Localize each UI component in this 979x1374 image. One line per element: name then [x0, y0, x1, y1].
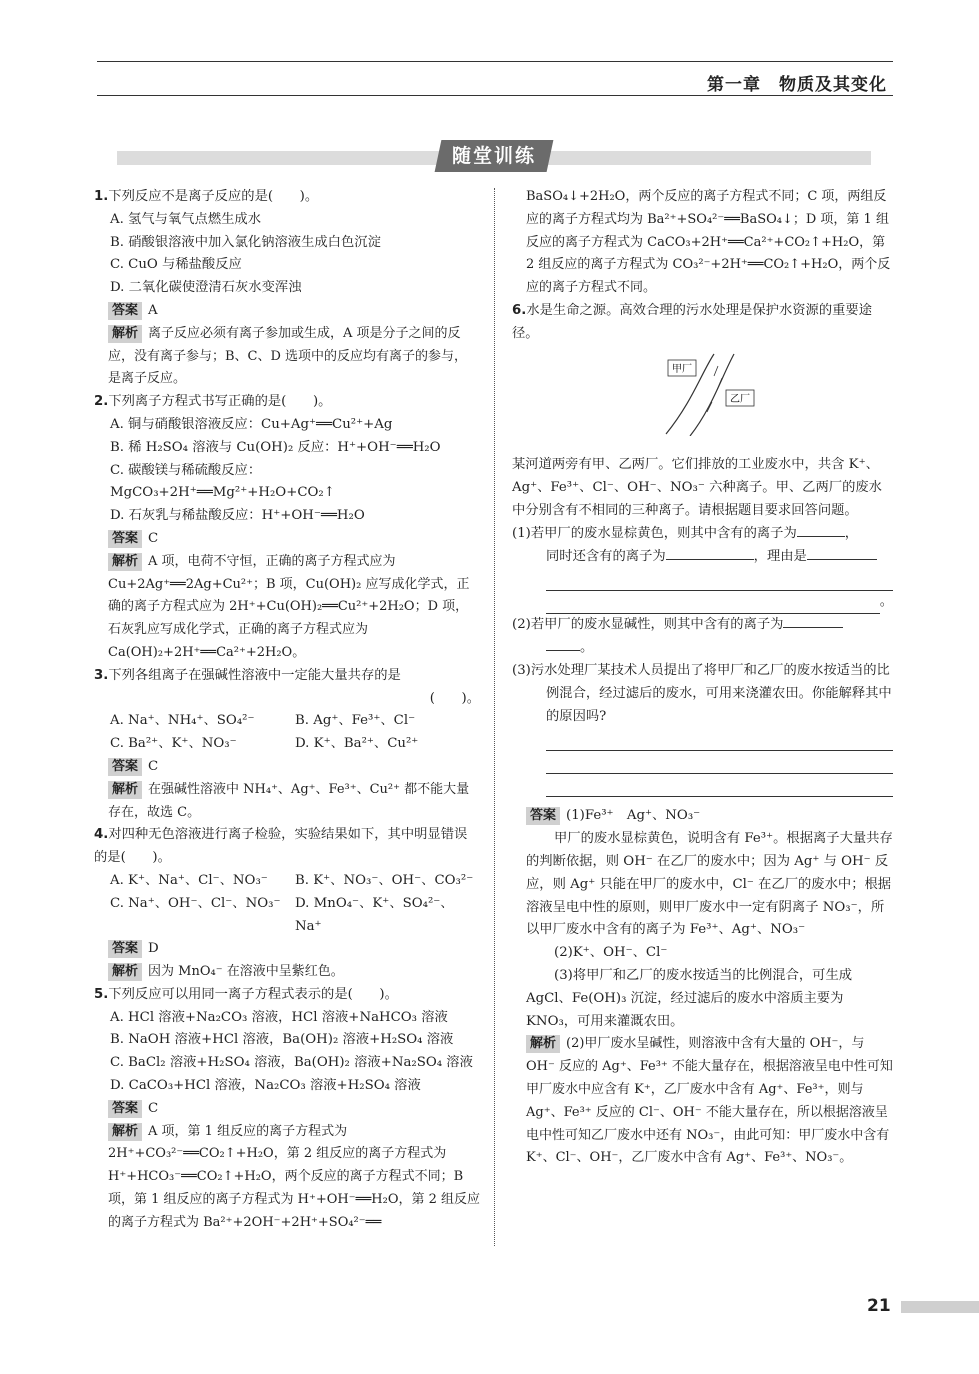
analysis-text: 在强碱性溶液中 NH₄⁺、Ag⁺、Fe³⁺、Cu²⁺ 都不能大量存在，故选 C。 — [108, 781, 470, 820]
option-b: B. Ag⁺、Fe³⁺、Cl⁻ — [295, 713, 416, 729]
sub-question-1: (1)若甲厂的废水显棕黄色，则其中含有的离子为 ， — [512, 525, 859, 541]
answer-2: (2)K⁺、OH⁻、Cl⁻ — [554, 945, 668, 961]
question-6 — [512, 300, 893, 346]
option-c: C. Na⁺、OH⁻、Cl⁻、NO₃⁻ — [110, 895, 281, 911]
answer-row — [512, 805, 893, 828]
header-rule — [97, 95, 893, 96]
question-description: 某河道两旁有甲、乙两厂。它们排放的工业废水中，共含 K⁺、Ag⁺、Fe³⁺、Cl⁻、OH⁻、NO₃⁻ 六种离子。甲、乙两厂的废水中分别含有不相同的三种离子。请根据题目要求回答问题。 — [512, 457, 882, 518]
chapter-title: 第一章 物质及其变化 — [707, 75, 887, 95]
top-rule — [97, 61, 893, 62]
question-number: 6. — [512, 302, 527, 318]
question-5 — [94, 984, 480, 1007]
question-number: 5. — [94, 986, 109, 1002]
answer-row — [94, 1098, 480, 1121]
analysis-row — [94, 323, 480, 391]
question-number: 3. — [94, 667, 109, 683]
options-row — [94, 893, 480, 939]
analysis-tag: 解析 — [108, 1123, 142, 1141]
sub-q-text: (1)若甲厂的废水显棕黄色，则其中含有的离子为 — [512, 525, 797, 541]
answer-tag: 答案 — [108, 1100, 142, 1118]
question-stem: 对四种无色溶液进行离子检验，实验结果如下，其中明显错误的是( )。 — [94, 827, 468, 866]
analysis-text: 因为 MnO₄⁻ 在溶液中呈紫红色。 — [148, 964, 344, 980]
answer-value: C — [148, 758, 159, 774]
question-3 — [94, 665, 480, 688]
answer-line[interactable] — [546, 751, 893, 774]
answer-value: D — [148, 941, 159, 957]
analysis-row — [94, 551, 480, 665]
sub-q-text: ，理由是 — [753, 548, 807, 564]
answer-line[interactable] — [546, 568, 893, 591]
option-b: B. 稀 H₂SO₄ 溶液与 Cu(OH)₂ 反应：H⁺+OH⁻══H₂O — [110, 439, 441, 455]
answer-tag: 答案 — [108, 758, 142, 776]
answer-row — [94, 756, 480, 779]
answer-tag: 答案 — [108, 302, 142, 320]
analysis-tag: 解析 — [108, 325, 142, 343]
question-number: 4. — [94, 827, 109, 843]
answer-row — [94, 528, 480, 551]
answer-row — [94, 938, 480, 961]
option-c: C. CuO 与稀盐酸反应 — [110, 257, 242, 273]
option-c: C. BaCl₂ 溶液+H₂SO₄ 溶液，Ba(OH)₂ 溶液+Na₂SO₄ 溶液 — [110, 1055, 473, 1071]
river-diagram — [662, 352, 758, 436]
page-number: 21 — [867, 1296, 891, 1316]
option-d: D. CaCO₃+HCl 溶液，Na₂CO₃ 溶液+H₂SO₄ 溶液 — [110, 1078, 421, 1094]
option-b: B. NaOH 溶液+HCl 溶液，Ba(OH)₂ 溶液+H₂SO₄ 溶液 — [110, 1032, 454, 1048]
section-title: 随堂训练 — [451, 145, 536, 167]
factory-a-label: 甲厂 — [672, 363, 692, 375]
answer-line-row — [512, 591, 893, 614]
analysis-row — [94, 1121, 480, 1235]
answer-blank[interactable] — [666, 559, 754, 560]
question-number: 1. — [94, 189, 109, 204]
option-d: D. MnO₄⁻、K⁺、SO₄²⁻、Na⁺ — [295, 895, 454, 934]
option-a: A. HCl 溶液+Na₂CO₃ 溶液，HCl 溶液+NaHCO₃ 溶液 — [110, 1009, 448, 1025]
answer-paren: ( )。 — [429, 690, 480, 706]
question-2 — [94, 391, 480, 414]
analysis-text: A 项，第 1 组反应的离子方程式为 2H⁺+CO₃²⁻══CO₂↑+H₂O，第 2 组反应的离子方程式为 H⁺+HCO₃⁻══CO₂↑+H₂O，两个反应的离子方程式不同；B 项，第 1 组反应的离子方程式为 H⁺+OH⁻══H₂O，第 2 组反应的离子方程式为 Ba²⁺+2OH⁻+2H⁺+SO₄²⁻══ — [108, 1123, 481, 1230]
option-d: D. K⁺、Ba²⁺、Cu²⁺ — [295, 736, 419, 752]
option-d: D. 石灰乳与稀盐酸反应：H⁺+OH⁻══H₂O — [110, 508, 365, 524]
section-banner — [435, 140, 554, 172]
sub-question-1-line2 — [512, 546, 893, 569]
analysis-row — [512, 1033, 893, 1170]
option-c: C. Ba²⁺、K⁺、NO₃⁻ — [110, 736, 237, 752]
question-1 — [94, 186, 480, 209]
options-row — [94, 870, 480, 893]
analysis-continued: BaSO₄↓+2H₂O，两个反应的离子方程式不同；C 项，两组反应的离子方程式均为 Ba²⁺+SO₄²⁻══BaSO₄↓；D 项，第 1 组反应的离子方程式为 CaCO₃+2H⁺══Ca²⁺+CO₂↑+H₂O，第 2 组反应的离子方程式为 CO₃²⁻+2H⁺══CO₂↑+H₂O，两个反应的离子方程式不同。 — [526, 189, 891, 296]
analysis-text: (2)甲厂废水呈碱性，则溶液中含有大量的 OH⁻，与 OH⁻ 反应的 Ag⁺、Fe³⁺ 不能大量存在，根据溶液呈电中性可知甲厂废水中应含有 K⁺，乙厂废水中含有 Ag⁺、Fe³⁺，则与 Ag⁺、Fe³⁺ 反应的 Cl⁻、OH⁻ 不能大量存在，所以根据溶液呈电中性可知乙厂废水中还有 NO₃⁻，由此可知：甲厂废水中含有 K⁺、Cl⁻、OH⁻，乙厂废水中含有 Ag⁺、Fe³⁺、NO₃⁻。 — [526, 1036, 893, 1166]
option-a: A. 氢气与氧气点燃生成水 — [110, 211, 262, 227]
period: 。 — [879, 594, 893, 610]
analysis-tag: 解析 — [108, 781, 142, 799]
sub-question-3: (3)污水处理厂某技术人员提出了将甲厂和乙厂的废水按适当的比例混合，经过滤后的废水，可用来浇灌农田。你能解释其中的原因吗? — [512, 662, 892, 724]
sub-question-2-line2 — [512, 637, 893, 660]
question-stem: 下列离子方程式书写正确的是( )。 — [108, 394, 332, 410]
analysis-row — [94, 779, 480, 825]
answer-explanation: 甲厂的废水显棕黄色，说明含有 Fe³⁺。根据离子大量共存的判断依据，则 OH⁻ 在乙厂的废水中；因为 Ag⁺ 与 OH⁻ 反应，则 Ag⁺ 只能在甲厂的废水中，Cl⁻ 在乙厂的废水中；根据溶液呈电中性的原则，则甲厂废水中一定有阴离子 NO₃⁻，所以甲厂废水中含有的离子为 Fe³⁺、Ag⁺、NO₃⁻ — [526, 831, 893, 938]
answer-3: (3)将甲厂和乙厂的废水按适当的比例混合，可生成 AgCl、Fe(OH)₃ 沉淀，经过滤后的废水中溶质主要为 KNO₃，可用来灌溉农田。 — [526, 967, 853, 1029]
answer-blank[interactable] — [546, 650, 580, 651]
option-a: A. Na⁺、NH₄⁺、SO₄²⁻ — [110, 713, 255, 729]
sub-q-text: 同时还含有的离子为 — [546, 548, 666, 564]
analysis-tag: 解析 — [108, 553, 142, 571]
analysis-tag: 解析 — [526, 1035, 560, 1053]
answer-value: C — [148, 1100, 159, 1116]
option-c: C. 碳酸镁与稀硫酸反应：MgCO₃+2H⁺══Mg²⁺+H₂O+CO₂↑ — [110, 462, 335, 501]
answer-tag: 答案 — [526, 807, 560, 825]
analysis-row — [94, 961, 480, 984]
analysis-text: 离子反应必须有离子参加或生成，A 项是分子之间的反应，没有离子参与；B、C、D 选项中的反应均有离子的参与，是离子反应。 — [108, 325, 468, 387]
period: 。 — [580, 640, 594, 656]
question-stem: 水是生命之源。高效合理的污水处理是保护水资源的重要途径。 — [512, 302, 873, 341]
option-b: B. K⁺、NO₃⁻、OH⁻、CO₃²⁻ — [295, 872, 474, 888]
right-column — [512, 186, 893, 1170]
option-d: D. 二氧化碳使澄清石灰水变浑浊 — [110, 280, 302, 296]
question-stem: 下列各组离子在强碱性溶液中一定能大量共存的是 — [108, 667, 401, 683]
analysis-tag: 解析 — [108, 963, 142, 981]
answer-line[interactable] — [546, 728, 893, 751]
sub-question-2 — [512, 614, 893, 637]
sub-q-text: (2)若甲厂的废水显碱性，则其中含有的离子为 — [512, 617, 784, 633]
factory-b-label: 乙厂 — [730, 393, 750, 405]
option-b: B. 硝酸银溶液中加入氯化钠溶液生成白色沉淀 — [110, 234, 381, 250]
answer-value: A — [148, 302, 158, 318]
answer-value: (1)Fe³⁺ Ag⁺、NO₃⁻ — [566, 808, 701, 824]
column-divider — [494, 188, 495, 1246]
options-row — [94, 710, 480, 733]
answer-tag: 答案 — [108, 530, 142, 548]
page-bar — [901, 1301, 979, 1313]
left-column — [94, 186, 480, 1235]
analysis-text: A 项，电荷不守恒，正确的离子方程式应为 Cu+2Ag⁺══2Ag+Cu²⁺；B 项，Cu(OH)₂ 应写成化学式，正确的离子方程式应为 2H⁺+Cu(OH)₂══Cu²⁺+2H₂O；D 项，石灰乳应写成化学式，正确的离子方程式应为 Ca(OH)₂+2H⁺══Ca²⁺+2H₂O。 — [108, 553, 470, 660]
answer-value: C — [148, 530, 159, 546]
question-4 — [94, 824, 480, 870]
question-number: 2. — [94, 394, 109, 410]
answer-row — [94, 300, 480, 323]
answer-line[interactable] — [546, 591, 880, 614]
answer-blank[interactable] — [783, 627, 843, 628]
question-stem: 下列反应不是离子反应的是( )。 — [108, 189, 319, 204]
options-row — [94, 733, 480, 756]
answer-blank[interactable] — [797, 536, 845, 537]
option-a: A. K⁺、Na⁺、Cl⁻、NO₃⁻ — [110, 872, 268, 888]
question-stem: 下列反应可以用同一离子方程式表示的是( )。 — [108, 986, 398, 1002]
option-a: A. 铜与硝酸银溶液反应：Cu+Ag⁺══Cu²⁺+Ag — [110, 416, 393, 432]
answer-blank[interactable] — [807, 559, 877, 560]
answer-line[interactable] — [546, 774, 893, 797]
answer-tag: 答案 — [108, 940, 142, 958]
